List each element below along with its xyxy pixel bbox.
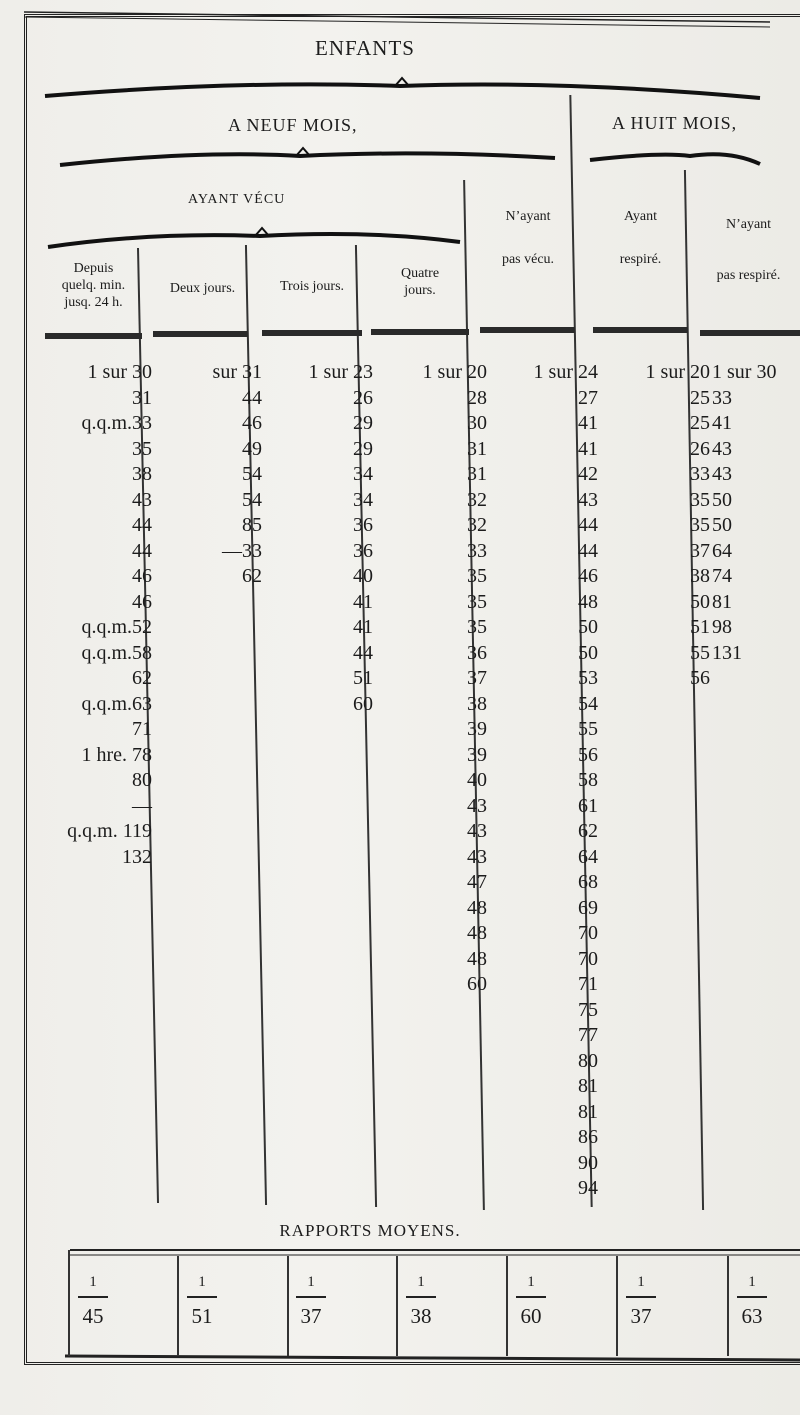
cell-nayant-respire: 98 <box>712 616 732 638</box>
cell-nayant-vecu: 62 <box>578 820 598 842</box>
cell-deux: sur 31 <box>212 361 262 383</box>
fraction-bar <box>626 1296 656 1298</box>
cell-nayant-vecu: 55 <box>578 718 598 740</box>
cell-quatre: 60 <box>467 973 487 995</box>
cell-nayant-respire: 43 <box>712 437 732 460</box>
cell-quatre: 31 <box>467 437 487 460</box>
cell-nayant-vecu: 46 <box>578 565 598 587</box>
header-rule-3 <box>262 330 362 336</box>
cell-depuis: q.q.m. 119 <box>67 820 152 842</box>
cell-deux: 62 <box>242 565 262 587</box>
rapport-denominator: 60 <box>520 1303 542 1328</box>
rapport-divider-3 <box>396 1256 398 1356</box>
cell-nayant-vecu: 58 <box>578 769 598 791</box>
cell-nayant-vecu: 86 <box>578 1126 598 1148</box>
cell-nayant-vecu: 81 <box>578 1100 598 1123</box>
cell-trois: 40 <box>353 565 373 587</box>
cell-ayant-respire: 37 <box>690 539 710 562</box>
cell-trois: 60 <box>353 692 373 715</box>
cell-nayant-vecu: 43 <box>578 488 598 511</box>
cell-quatre: 1 sur 20 <box>422 361 487 383</box>
cell-nayant-vecu: 44 <box>578 514 598 536</box>
group-neuf-mois: A NEUF MOIS, <box>228 115 358 135</box>
cell-trois: 34 <box>353 463 373 485</box>
rapport-fraction <box>172 1274 232 1329</box>
cell-depuis: — <box>132 794 152 817</box>
cell-nayant-respire: 81 <box>712 590 732 613</box>
rapport-fraction <box>611 1274 671 1329</box>
cell-trois: 41 <box>353 616 373 638</box>
column-quatre-jours <box>375 360 487 998</box>
cell-quatre: 48 <box>467 896 487 919</box>
rapport-numerator: 1 <box>89 1274 97 1290</box>
cell-nayant-respire: 74 <box>712 565 732 587</box>
cell-ayant-respire: 25 <box>690 386 710 409</box>
rapport-fraction <box>63 1274 123 1329</box>
cell-nayant-respire: 64 <box>712 539 732 562</box>
cell-deux: 44 <box>242 386 262 409</box>
rapport-numerator: 1 <box>748 1274 756 1290</box>
header-nayant-respire: N’ayant pas respiré. <box>716 217 781 283</box>
cell-deux: —33 <box>222 539 262 562</box>
cell-quatre: 35 <box>467 590 487 613</box>
cell-quatre: 48 <box>467 922 487 944</box>
cell-nayant-vecu: 48 <box>578 590 598 613</box>
rapport-divider-5 <box>616 1256 618 1356</box>
cell-depuis: 44 <box>132 539 152 562</box>
cell-nayant-vecu: 94 <box>578 1177 598 1199</box>
cell-nayant-vecu: 80 <box>578 1049 598 1072</box>
cell-depuis: 46 <box>132 565 152 587</box>
rapport-denominator: 37 <box>630 1303 652 1328</box>
cell-quatre: 39 <box>467 743 487 766</box>
cell-nayant-vecu: 64 <box>578 845 598 868</box>
cell-quatre: 43 <box>467 794 487 817</box>
cell-nayant-vecu: 70 <box>578 922 598 944</box>
column-depuis <box>40 360 152 870</box>
cell-deux: 46 <box>242 412 262 434</box>
cell-trois: 44 <box>353 641 373 664</box>
group-huit-mois: A HUIT MOIS, <box>612 113 738 133</box>
cell-nayant-vecu: 56 <box>578 743 598 766</box>
cell-nayant-vecu: 70 <box>578 947 598 970</box>
cell-quatre: 35 <box>467 565 487 587</box>
cell-depuis: 71 <box>132 718 152 740</box>
cell-ayant-respire: 26 <box>690 437 710 460</box>
cell-nayant-vecu: 42 <box>578 463 598 485</box>
cell-nayant-vecu: 61 <box>578 794 598 817</box>
header-deux-jours: Deux jours. <box>169 281 236 296</box>
header-rule-1 <box>45 333 142 339</box>
cell-trois: 29 <box>353 412 373 434</box>
rapport-divider-2 <box>287 1256 289 1356</box>
fraction-bar <box>516 1296 546 1298</box>
table-title: ENFANTS <box>315 36 415 60</box>
cell-nayant-vecu: 54 <box>578 692 598 715</box>
cell-nayant-vecu: 68 <box>578 871 598 893</box>
cell-ayant-respire: 1 sur 20 <box>645 361 710 383</box>
rapport-denominator: 45 <box>82 1303 104 1328</box>
cell-quatre: 28 <box>467 386 487 409</box>
rapport-denominator: 51 <box>191 1303 213 1328</box>
cell-depuis: 1 hre. 78 <box>81 743 152 766</box>
cell-quatre: 36 <box>467 641 487 664</box>
cell-nayant-vecu: 1 sur 24 <box>533 361 598 383</box>
cell-nayant-vecu: 75 <box>578 998 598 1021</box>
column-trois-jours <box>265 360 373 717</box>
fraction-bar <box>187 1296 217 1298</box>
cell-quatre: 39 <box>467 718 487 740</box>
cell-depuis: q.q.m.58 <box>81 641 152 664</box>
cell-nayant-vecu: 77 <box>578 1024 598 1046</box>
cell-quatre: 31 <box>467 463 487 485</box>
cell-depuis: q.q.m.52 <box>81 616 152 638</box>
cell-nayant-vecu: 41 <box>578 412 598 434</box>
cell-deux: 54 <box>242 488 262 511</box>
rapport-numerator: 1 <box>417 1274 425 1290</box>
cell-ayant-respire: 35 <box>690 514 710 536</box>
cell-trois: 34 <box>353 488 373 511</box>
header-rule-7 <box>700 330 800 336</box>
cell-depuis: q.q.m.33 <box>81 412 152 434</box>
cell-trois: 41 <box>353 590 373 613</box>
rapport-divider-1 <box>177 1256 179 1356</box>
cell-quatre: 38 <box>467 692 487 715</box>
cell-nayant-vecu: 53 <box>578 667 598 689</box>
header-depuis: Depuis quelq. min. jusq. 24 h. <box>61 261 126 310</box>
cell-depuis: 35 <box>132 437 152 460</box>
cell-depuis: 1 sur 30 <box>87 361 152 383</box>
fraction-bar <box>78 1296 108 1298</box>
header-quatre-jours: Quatre jours. <box>400 266 440 298</box>
cell-depuis: 132 <box>122 845 152 868</box>
cell-nayant-vecu: 44 <box>578 539 598 562</box>
header-rule-5 <box>480 327 575 333</box>
cell-nayant-respire: 41 <box>712 412 732 434</box>
header-rule-4 <box>371 329 469 335</box>
column-ayant-respire <box>592 360 710 692</box>
cell-trois: 1 sur 23 <box>308 361 373 383</box>
cell-quatre: 48 <box>467 947 487 970</box>
cell-depuis: 38 <box>132 463 152 485</box>
header-rule-6 <box>593 327 688 333</box>
cell-ayant-respire: 50 <box>690 590 710 613</box>
rapport-divider-4 <box>506 1256 508 1356</box>
fraction-bar <box>406 1296 436 1298</box>
rapport-fraction <box>281 1274 341 1329</box>
cell-nayant-respire: 43 <box>712 463 732 485</box>
cell-quatre: 40 <box>467 769 487 791</box>
rapport-fraction <box>722 1274 782 1329</box>
cell-ayant-respire: 35 <box>690 488 710 511</box>
column-nayant-respire <box>712 360 800 666</box>
cell-depuis: 62 <box>132 667 152 689</box>
cell-ayant-respire: 51 <box>690 616 710 638</box>
cell-depuis: 44 <box>132 514 152 536</box>
header-nayant-vecu: N’ayant pas vécu. <box>501 209 555 267</box>
cell-nayant-vecu: 41 <box>578 437 598 460</box>
rapport-numerator: 1 <box>637 1274 645 1290</box>
cell-quatre: 43 <box>467 845 487 868</box>
cell-nayant-vecu: 27 <box>578 386 598 409</box>
cell-quatre: 32 <box>467 514 487 536</box>
rapport-numerator: 1 <box>198 1274 206 1290</box>
cell-depuis: 31 <box>132 386 152 409</box>
fraction-bar <box>737 1296 767 1298</box>
cell-quatre: 35 <box>467 616 487 638</box>
cell-depuis: 46 <box>132 590 152 613</box>
cell-nayant-vecu: 71 <box>578 973 598 995</box>
rapport-numerator: 1 <box>307 1274 315 1290</box>
cell-ayant-respire: 33 <box>690 463 710 485</box>
rapport-denominator: 63 <box>741 1303 763 1328</box>
cell-nayant-respire: 33 <box>712 386 732 409</box>
cell-quatre: 43 <box>467 820 487 842</box>
cell-nayant-respire: 131 <box>712 641 742 664</box>
cell-deux: 85 <box>242 514 262 536</box>
cell-quatre: 30 <box>467 412 487 434</box>
rapport-fraction <box>501 1274 561 1329</box>
cell-ayant-respire: 38 <box>690 565 710 587</box>
cell-nayant-respire: 50 <box>712 488 732 511</box>
cell-depuis: q.q.m.63 <box>81 692 152 715</box>
cell-nayant-respire: 1 sur 30 <box>712 361 777 383</box>
cell-ayant-respire: 56 <box>690 667 710 689</box>
cell-quatre: 33 <box>467 539 487 562</box>
cell-deux: 49 <box>242 437 262 460</box>
rapport-fraction <box>391 1274 451 1329</box>
rapports-title: RAPPORTS MOYENS. <box>279 1221 461 1240</box>
rapport-divider-6 <box>727 1256 729 1356</box>
cell-ayant-respire: 55 <box>690 641 710 664</box>
cell-ayant-respire: 25 <box>690 412 710 434</box>
cell-nayant-vecu: 50 <box>578 616 598 638</box>
group-ayant-vecu: AYANT VÉCU <box>188 192 286 207</box>
cell-deux: 54 <box>242 463 262 485</box>
rapport-denominator: 37 <box>300 1303 322 1328</box>
cell-nayant-vecu: 69 <box>578 896 598 919</box>
cell-quatre: 47 <box>467 871 487 893</box>
cell-trois: 36 <box>353 539 373 562</box>
header-ayant-respire: Ayant respiré. <box>619 209 662 267</box>
cell-nayant-vecu: 90 <box>578 1151 598 1174</box>
cell-trois: 29 <box>353 437 373 460</box>
cell-nayant-vecu: 50 <box>578 641 598 664</box>
cell-quatre: 32 <box>467 488 487 511</box>
cell-quatre: 37 <box>467 667 487 689</box>
column-nayant-vecu <box>480 360 598 1202</box>
header-trois-jours: Trois jours. <box>279 279 345 294</box>
fraction-bar <box>296 1296 326 1298</box>
cell-depuis: 43 <box>132 488 152 511</box>
rapport-denominator: 38 <box>410 1303 432 1328</box>
cell-nayant-respire: 50 <box>712 514 732 536</box>
cell-trois: 36 <box>353 514 373 536</box>
cell-trois: 51 <box>353 667 373 689</box>
column-deux-jours <box>150 360 262 590</box>
cell-nayant-vecu: 81 <box>578 1075 598 1097</box>
cell-depuis: 80 <box>132 769 152 791</box>
cell-trois: 26 <box>353 386 373 409</box>
rapport-numerator: 1 <box>527 1274 535 1290</box>
header-rule-2 <box>153 331 248 337</box>
